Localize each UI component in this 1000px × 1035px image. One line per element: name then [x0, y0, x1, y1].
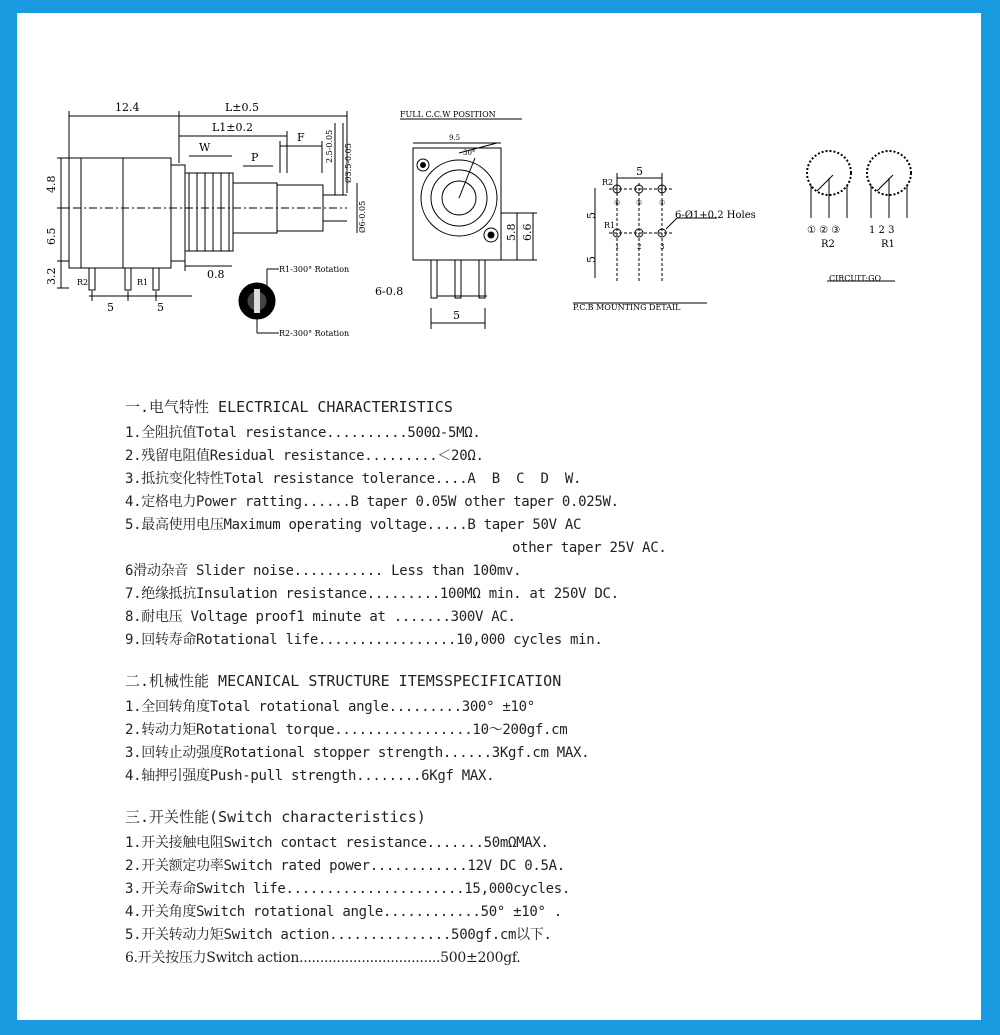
r2-rotation: R2-300° Rotation	[279, 329, 350, 338]
dim-f: F	[297, 131, 305, 144]
pcb-pin-6: ⑥	[614, 199, 621, 207]
electrical-row: 9.回转寿命Rotational life.................10,000 cycles min.	[125, 632, 603, 648]
circuit-diagram	[807, 151, 911, 281]
electrical-row: 6滑动杂音 Slider noise........... Less than 100mv.	[125, 563, 522, 579]
dim-5a: 5	[107, 301, 114, 314]
dim-2-5: 2.5-0.05	[325, 129, 334, 163]
dim-3-5: Ø3.5-0.05	[344, 143, 353, 183]
electrical-row: 8.耐电压 Voltage proof1 minute at .......300V AC.	[125, 609, 516, 625]
front-5-8: 5.8	[505, 223, 518, 241]
pcb-title: P.C.B MOUNTING DETAIL	[573, 303, 681, 312]
side-r1: R1	[137, 278, 149, 287]
switch-row: 4.开关角度Switch rotational angle............50° ±10° .	[125, 904, 562, 920]
front-9-5: 9.5	[449, 134, 461, 142]
electrical-row: 2.残留电阻值Residual resistance.........＜20Ω.	[125, 448, 484, 464]
dim-6: Ø6-0.05	[358, 200, 367, 233]
circuit-left-pins: ① ② ③	[807, 225, 841, 236]
dim-6-5: 6.5	[45, 227, 58, 245]
r1-rotation: R1-300° Rotation	[279, 265, 350, 274]
pcb-holes: 6-Ø1+0.2 Holes	[675, 210, 756, 221]
dim-5b: 5	[157, 301, 164, 314]
mechanical-section	[125, 670, 945, 788]
pcb-r2: R2	[602, 178, 614, 187]
electrical-row: 4.定格电力Power ratting......B taper 0.05W other taper 0.025W.	[125, 494, 619, 510]
technical-drawings	[17, 13, 981, 393]
switch-row: 2.开关额定功率Switch rated power............12V DC 0.5A.	[125, 858, 565, 874]
dim-l: L±0.5	[225, 101, 260, 114]
electrical-heading: 一.电气特性 ELECTRICAL CHARACTERISTICS	[125, 398, 453, 416]
pcb-top-5: 5	[636, 165, 643, 178]
switch-row: 5.开关转动力矩Switch action...............500gf.cm以下.	[125, 927, 552, 943]
pcb-pin-1: 1	[615, 243, 620, 251]
circuit-title: CIRCUIT:GO	[829, 274, 882, 283]
electrical-row-continuation: other taper 25V AC.	[512, 540, 667, 556]
mechanical-row: 4.轴押引强度Push-pull strength........6Kgf MAX.	[125, 768, 495, 784]
pcb-pin-4: ④	[659, 199, 666, 207]
front-title: FULL C.C.W POSITION	[400, 110, 496, 119]
mechanical-row: 1.全回转角度Total rotational angle.........300° ±10°	[125, 699, 535, 715]
circuit-r1: R1	[881, 239, 895, 250]
side-r2: R2	[77, 278, 89, 287]
mechanical-row: 2.转动力矩Rotational torque.................10～200gf.cm	[125, 722, 568, 738]
electrical-row: 7.绝缘抵抗Insulation resistance.........100MΩ min. at 250V DC.	[125, 586, 619, 602]
dim-l1: L1±0.2	[212, 121, 254, 134]
dim-p: P	[251, 151, 259, 164]
pcb-pin-2: 2	[637, 243, 642, 251]
spec-sheet	[17, 13, 981, 1020]
dim-12-4: 12.4	[115, 101, 140, 114]
electrical-row: 5.最高使用电压Maximum operating voltage.....B taper 50V AC	[125, 517, 582, 533]
front-6-0-8: 6-0.8	[375, 285, 404, 298]
specification-text	[125, 396, 945, 988]
mechanical-row: 3.回转止动强度Rotational stopper strength......3Kgf.cm MAX.	[125, 745, 590, 761]
dim-w: W	[199, 141, 211, 154]
front-6-6: 6.6	[521, 223, 534, 241]
electrical-section	[125, 396, 945, 652]
dim-4-8: 4.8	[45, 175, 58, 193]
switch-row: 3.开关寿命Switch life......................15,000cycles.	[125, 881, 570, 897]
circuit-r2: R2	[821, 239, 835, 250]
front-5: 5	[453, 309, 460, 322]
mechanical-heading: 二.机械性能 MECANICAL STRUCTURE ITEMSSPECIFICATION	[125, 672, 562, 690]
circuit-right-pins: 1 2 3	[869, 225, 895, 236]
pcb-detail	[573, 173, 717, 303]
pcb-left-5a: 5	[585, 212, 598, 219]
dim-3-2: 3.2	[45, 267, 58, 285]
pcb-pin-3: 3	[660, 243, 665, 251]
drawing-canvas	[17, 13, 981, 393]
switch-row: 6.开关按压力Switch action..................................500±200gf.	[125, 950, 521, 966]
switch-row: 1.开关接触电阻Switch contact resistance.......50mΩMAX.	[125, 835, 549, 851]
pcb-r1: R1	[604, 221, 616, 230]
electrical-row: 1.全阻抗值Total resistance..........500Ω-5MΩ.	[125, 425, 481, 441]
switch-heading: 三.开关性能(Switch characteristics)	[125, 808, 426, 826]
dim-0-8: 0.8	[207, 268, 225, 281]
switch-section	[125, 806, 945, 970]
pcb-pin-5: ⑤	[636, 199, 643, 207]
electrical-row: 3.抵抗变化特性Total resistance tolerance....A B C D W.	[125, 471, 582, 487]
front-angle: 30°	[463, 149, 476, 157]
pcb-left-5b: 5	[585, 256, 598, 263]
